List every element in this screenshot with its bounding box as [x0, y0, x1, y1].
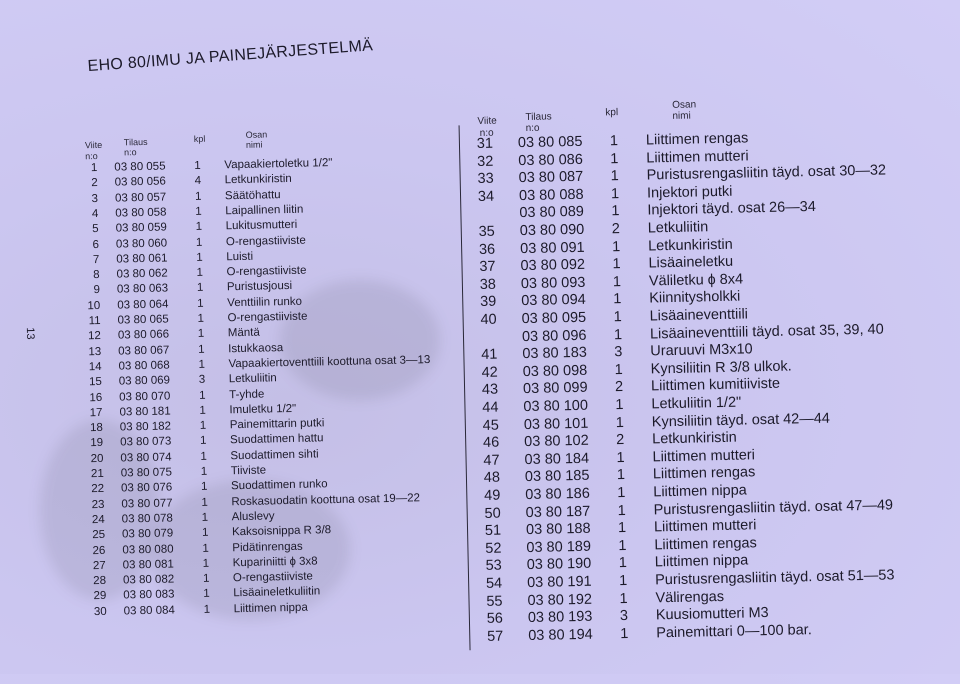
order-number: 03 80 098 — [522, 362, 588, 380]
order-number: 03 80 083 — [123, 588, 175, 602]
part-name: Lisäaineletku — [648, 253, 734, 272]
viite-number: 22 — [91, 483, 105, 496]
quantity: 4 — [194, 175, 202, 188]
quantity: 1 — [617, 502, 626, 519]
order-number: 03 80 089 — [519, 204, 585, 222]
part-name: Uraruuvi M3x10 — [650, 341, 753, 360]
viite-number: 35 — [478, 223, 495, 241]
order-number: 03 80 096 — [521, 327, 587, 345]
quantity: 1 — [201, 526, 209, 540]
viite-number: 45 — [482, 417, 500, 434]
viite-number: 44 — [482, 399, 499, 416]
viite-number: 28 — [93, 574, 107, 588]
part-name: Kupariniitti ɸ 3x8 — [232, 555, 318, 570]
quantity: 1 — [199, 389, 206, 402]
part-name: Letkunkiristin — [224, 173, 292, 187]
quantity: 1 — [197, 312, 205, 325]
order-number: 03 80 090 — [519, 221, 585, 240]
part-name: Injektori putki — [646, 183, 733, 202]
order-number: 03 80 073 — [120, 435, 172, 449]
part-name: Väliletku ɸ 8x4 — [648, 271, 744, 290]
part-name: Letkuliitin 1/2" — [651, 394, 742, 413]
part-name: T-yhde — [229, 388, 265, 401]
order-number: 03 80 070 — [119, 389, 171, 404]
viite-number: 43 — [481, 382, 499, 399]
order-number: 03 80 182 — [119, 420, 172, 434]
order-number: 03 80 189 — [526, 538, 592, 556]
viite-number: 9 — [93, 284, 101, 297]
part-name: Painemittarin putki — [229, 417, 325, 432]
part-name: Imuletku 1/2" — [229, 402, 297, 417]
part-name: Suodattimen sihti — [230, 448, 319, 462]
part-name: Luisti — [226, 250, 254, 264]
order-number: 03 80 184 — [524, 450, 590, 468]
part-name: Suodattimen runko — [230, 478, 328, 493]
order-number: 03 80 066 — [117, 328, 170, 342]
part-name: Puristusrengasliitin täyd. osat 30—32 — [646, 162, 887, 184]
quantity: 1 — [616, 449, 625, 466]
part-name: Liittimen mutteri — [646, 147, 749, 167]
order-number: 03 80 191 — [526, 573, 592, 592]
viite-number: 6 — [92, 238, 100, 251]
part-name: Välirengas — [655, 588, 725, 606]
viite-number: 14 — [88, 360, 102, 374]
part-name: Aluslevy — [231, 510, 275, 524]
quantity: 2 — [611, 221, 621, 238]
quantity: 1 — [194, 159, 201, 172]
header-viite-sub: n:o — [479, 127, 494, 139]
part-name: Liittimen rengas — [645, 130, 749, 149]
quantity: 1 — [200, 465, 208, 478]
order-number: 03 80 192 — [527, 591, 593, 609]
header-kpl: kpl — [605, 107, 619, 119]
quantity: 1 — [609, 133, 619, 150]
quantity: 1 — [618, 555, 628, 572]
part-name: Liittimen kumitiiviste — [650, 376, 781, 395]
quantity: 1 — [203, 588, 210, 601]
order-number: 03 80 065 — [117, 313, 169, 327]
viite-number: 39 — [479, 294, 497, 311]
quantity: 1 — [199, 404, 207, 417]
part-name: Letkunkiristin — [652, 429, 737, 448]
viite-number: 46 — [482, 434, 500, 452]
order-number: 03 80 094 — [521, 292, 586, 310]
viite-number: 57 — [486, 628, 504, 645]
viite-number: 3 — [91, 192, 99, 205]
order-number: 03 80 057 — [114, 191, 167, 205]
quantity: 1 — [199, 435, 207, 448]
quantity: 1 — [612, 273, 622, 291]
part-name: Kiinnitysholkki — [649, 288, 741, 307]
order-number: 03 80 080 — [122, 542, 174, 557]
order-number: 03 80 095 — [521, 309, 587, 328]
order-number: 03 80 101 — [523, 415, 589, 433]
part-name: O-rengastiiviste — [226, 264, 307, 279]
order-number: 03 80 064 — [117, 298, 169, 312]
order-number: 03 80 078 — [121, 512, 174, 526]
viite-number: 7 — [92, 253, 100, 266]
viite-number: 21 — [90, 467, 104, 481]
part-name: Vapaakiertoventtiili koottuna osat 3—13 — [228, 353, 431, 371]
viite-number: 15 — [88, 376, 102, 389]
order-number: 03 80 063 — [116, 282, 169, 296]
quantity: 1 — [198, 343, 205, 356]
quantity: 1 — [200, 450, 207, 463]
part-name: Liittimen mutteri — [653, 517, 757, 536]
viite-number: 4 — [91, 207, 99, 220]
order-number: 03 80 081 — [122, 558, 174, 572]
order-number: 03 80 092 — [520, 256, 586, 275]
viite-number: 49 — [484, 487, 501, 504]
quantity: 1 — [195, 220, 203, 234]
order-number: 03 80 091 — [519, 239, 585, 257]
part-name: Lisäaineventtiili — [649, 306, 749, 325]
order-number: 03 80 069 — [118, 374, 171, 388]
viite-number: 20 — [90, 452, 104, 465]
quantity: 3 — [198, 373, 206, 387]
quantity: 1 — [610, 185, 620, 203]
part-name: O-rengastiiviste — [225, 234, 306, 248]
order-number: 03 80 079 — [121, 527, 174, 541]
quantity: 1 — [613, 309, 622, 326]
viite-number: 13 — [88, 345, 102, 358]
quantity: 1 — [617, 520, 627, 537]
header-viite: Viite — [84, 139, 103, 151]
order-number: 03 80 087 — [518, 168, 584, 187]
part-name: O-rengastiiviste — [232, 570, 313, 585]
header-name: Osan nimi — [245, 129, 268, 150]
viite-number: 52 — [485, 540, 502, 557]
viite-number: 38 — [479, 276, 497, 293]
viite-number: 33 — [477, 170, 494, 188]
part-name: Liittimen nippa — [233, 601, 308, 615]
page-number: 13 — [23, 327, 37, 340]
part-name: Säätöhattu — [224, 188, 281, 202]
part-name: Istukkaosa — [228, 341, 284, 355]
quantity: 2 — [614, 379, 624, 396]
viite-number: 34 — [477, 188, 495, 205]
part-name: Lisäaineventtiili täyd. osat 35, 39, 40 — [649, 321, 884, 343]
quantity: 1 — [196, 282, 204, 295]
order-number: 03 80 093 — [520, 274, 586, 292]
viite-number: 29 — [93, 590, 107, 603]
quantity: 1 — [617, 484, 626, 502]
order-number: 03 80 076 — [120, 481, 173, 495]
order-number: 03 80 185 — [524, 468, 590, 486]
part-name: Liittimen rengas — [652, 464, 756, 483]
quantity: 1 — [619, 590, 628, 607]
order-number: 03 80 074 — [120, 451, 172, 465]
viite-number: 50 — [484, 505, 501, 522]
order-number: 03 80 082 — [122, 573, 175, 587]
quantity: 1 — [202, 572, 210, 585]
part-name: Lukitusmutteri — [225, 218, 298, 233]
page-title: EHO 80/IMU JA PAINEJÄRJESTELMÄ — [87, 37, 374, 76]
order-number: 03 80 188 — [525, 520, 591, 539]
header-kpl: kpl — [193, 133, 206, 144]
order-number: 03 80 061 — [116, 252, 168, 266]
viite-number: 55 — [486, 593, 503, 610]
part-name: Letkunkiristin — [647, 236, 733, 255]
viite-number: 17 — [89, 406, 103, 419]
quantity: 3 — [614, 344, 623, 361]
quantity: 1 — [195, 205, 202, 218]
quantity: 1 — [611, 203, 620, 220]
viite-number: 8 — [93, 269, 100, 282]
viite-number: 18 — [89, 422, 103, 435]
part-name: Letkuliitin — [228, 372, 277, 386]
quantity: 1 — [203, 603, 211, 616]
part-name: Pidätinrengas — [232, 540, 303, 554]
header-tilaus: Tilaus n:o — [123, 136, 148, 158]
quantity: 1 — [202, 542, 209, 555]
order-number: 03 80 056 — [114, 175, 166, 189]
quantity: 1 — [616, 467, 626, 484]
viite-number: 1 — [90, 161, 98, 175]
viite-number: 40 — [480, 311, 497, 328]
viite-number: 27 — [92, 559, 106, 572]
viite-number: 54 — [485, 575, 503, 592]
viite-number: 31 — [476, 135, 494, 153]
order-number: 03 80 068 — [118, 359, 170, 373]
quantity: 1 — [194, 190, 202, 203]
part-name: Venttiilin runko — [227, 295, 303, 309]
viite-number: 23 — [91, 498, 105, 511]
quantity: 1 — [615, 397, 624, 414]
order-number: 03 80 187 — [525, 503, 591, 521]
order-number: 03 80 100 — [523, 397, 589, 416]
quantity: 1 — [200, 481, 208, 494]
viite-number: 26 — [92, 544, 106, 557]
part-name: Puristusrengasliitin täyd. osat 47—49 — [653, 496, 894, 518]
viite-number: 25 — [92, 529, 106, 542]
viite-number: 10 — [87, 299, 101, 312]
part-name: Kaksoisnippa R 3/8 — [231, 524, 332, 539]
part-name: Tiiviste — [230, 464, 267, 478]
quantity: 1 — [611, 238, 621, 255]
order-number: 03 80 186 — [525, 485, 590, 504]
quantity: 2 — [616, 432, 625, 449]
part-name: Liittimen nippa — [654, 552, 749, 571]
order-number: 03 80 077 — [121, 497, 173, 511]
part-name: Painemittari 0—100 bar. — [656, 621, 812, 642]
quantity: 1 — [196, 266, 204, 280]
part-name: Puristusjousi — [226, 280, 293, 294]
header-viite-sub: n:o — [85, 150, 98, 162]
part-name: Kynsiliitin R 3/8 ulkok. — [650, 358, 792, 378]
viite-number: 30 — [93, 605, 107, 618]
part-name: Lisäaineletkuliitin — [233, 585, 321, 600]
order-number: 03 80 058 — [115, 206, 167, 220]
viite-number: 41 — [481, 346, 498, 364]
quantity: 1 — [612, 256, 621, 273]
quantity: 1 — [615, 414, 625, 431]
order-number: 03 80 181 — [119, 405, 171, 419]
order-number: 03 80 099 — [522, 380, 588, 398]
part-name: Suodattimen hattu — [229, 432, 324, 447]
header-viite: Viite — [477, 115, 497, 128]
part-name: Laipallinen liitin — [225, 203, 304, 218]
viite-number — [473, 329, 497, 330]
viite-number — [470, 206, 494, 207]
viite-number: 11 — [88, 314, 101, 328]
quantity: 1 — [201, 511, 209, 524]
order-number: 03 80 183 — [522, 344, 588, 363]
viite-number: 2 — [91, 177, 98, 190]
viite-number: 56 — [486, 610, 504, 628]
part-name: Mäntä — [227, 326, 260, 340]
order-number: 03 80 088 — [518, 186, 584, 204]
order-number: 03 80 190 — [526, 556, 592, 574]
part-name: Liittimen mutteri — [652, 447, 756, 466]
viite-number: 47 — [483, 452, 500, 469]
viite-number: 32 — [477, 153, 494, 170]
order-number: 03 80 075 — [120, 466, 173, 480]
quantity: 1 — [196, 251, 203, 264]
quantity: 1 — [613, 326, 623, 343]
order-number: 03 80 193 — [527, 608, 593, 627]
quantity: 1 — [614, 361, 623, 378]
quantity: 1 — [610, 150, 619, 167]
header-tilaus: Tilaus n:o — [525, 111, 552, 134]
viite-number: 51 — [484, 522, 502, 540]
viite-number: 19 — [90, 437, 104, 450]
viite-number: 5 — [92, 223, 99, 236]
part-name: Kynsiliitin täyd. osat 42—44 — [651, 410, 831, 431]
order-number: 03 80 194 — [528, 626, 593, 644]
quantity: 3 — [619, 608, 629, 625]
part-name: Puristusrengasliitin täyd. osat 51—53 — [654, 567, 895, 589]
quantity: 1 — [202, 557, 210, 570]
quantity: 1 — [197, 328, 205, 341]
viite-number: 42 — [481, 364, 498, 381]
part-name: Roskasuodatin koottuna osat 19—22 — [231, 491, 421, 508]
order-number: 03 80 086 — [518, 151, 583, 169]
part-name: Vapaakiertoletku 1/2" — [224, 157, 333, 172]
quantity: 1 — [618, 572, 628, 590]
order-number: 03 80 060 — [115, 237, 168, 251]
quantity: 1 — [197, 297, 204, 310]
viite-number: 24 — [91, 513, 105, 527]
part-name: Letkuliitin — [647, 219, 709, 237]
viite-number: 12 — [87, 330, 102, 343]
quantity: 1 — [199, 419, 207, 432]
order-number: 03 80 062 — [116, 267, 168, 281]
viite-number: 36 — [478, 241, 496, 258]
viite-number: 16 — [89, 391, 103, 404]
part-name: Kuusiomutteri M3 — [655, 605, 769, 624]
quantity: 1 — [195, 236, 203, 249]
part-name: O-rengastiiviste — [227, 310, 308, 325]
order-number: 03 80 067 — [118, 344, 170, 358]
viite-number: 53 — [485, 557, 502, 575]
quantity: 1 — [201, 496, 208, 509]
quantity: 1 — [620, 625, 629, 642]
quantity: 1 — [618, 537, 627, 554]
viite-number: 37 — [479, 258, 496, 276]
part-name: Injektori täyd. osat 26—34 — [647, 199, 816, 219]
quantity: 1 — [613, 291, 622, 308]
viite-number: 48 — [483, 470, 501, 487]
quantity: 1 — [610, 168, 619, 185]
order-number: 03 80 084 — [123, 604, 175, 618]
order-number: 03 80 055 — [114, 160, 166, 174]
order-number: 03 80 085 — [517, 133, 583, 152]
part-name: Liittimen nippa — [653, 482, 747, 501]
order-number: 03 80 102 — [524, 432, 589, 451]
column-divider — [459, 125, 471, 650]
part-name: Liittimen rengas — [654, 535, 757, 554]
order-number: 03 80 059 — [115, 221, 167, 235]
header-name: Osan nimi — [672, 99, 697, 122]
quantity: 1 — [198, 358, 206, 371]
